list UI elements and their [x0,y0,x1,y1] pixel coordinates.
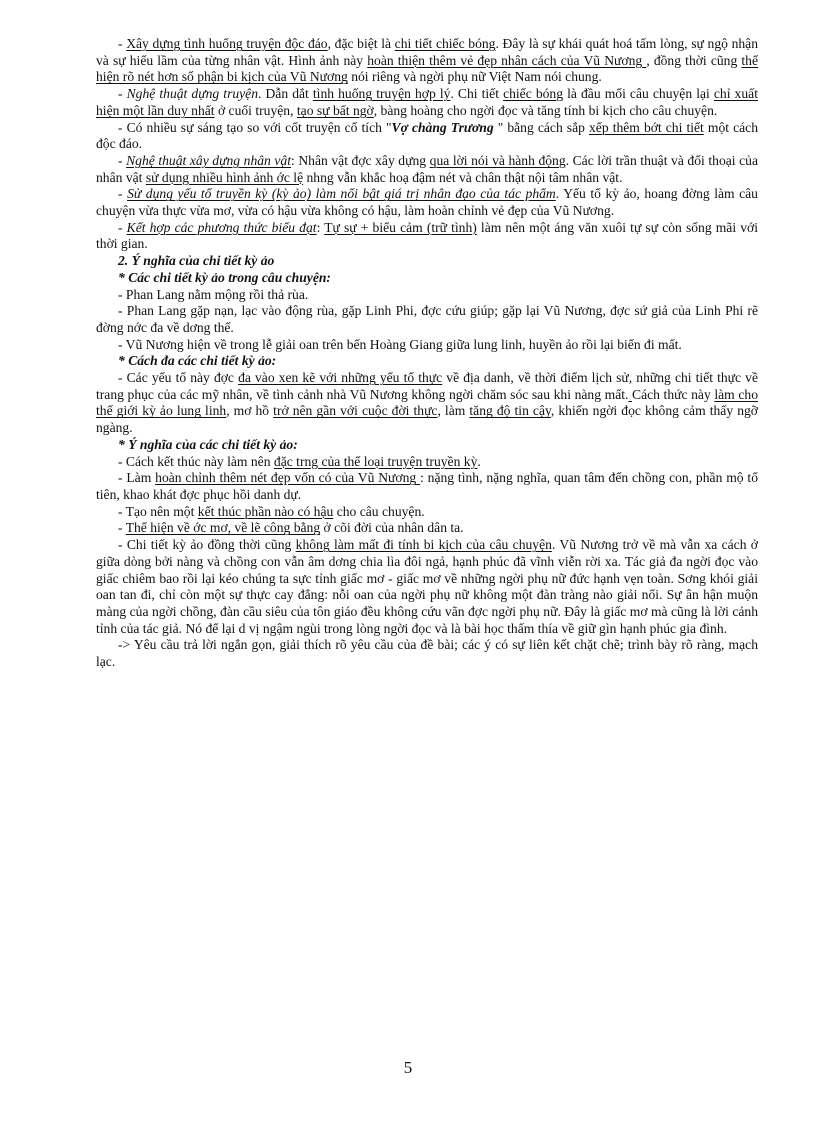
paragraph-characters [96,153,758,186]
underlined-text: Tự sự + biểu cảm (trữ tình) [324,219,477,235]
text: là đầu mối câu chuyện lại [563,86,714,102]
underlined-text: Xây dựng tình huống truyện độc đáo [126,36,328,51]
text: ở cuối truyện, [214,102,297,118]
underlined-text: sử dụng nhiều hình ảnh ớc lệ [145,169,304,185]
text: : [316,219,325,235]
text: Cách thức này [632,386,715,402]
list-item [96,470,758,503]
list-item [96,520,758,537]
underlined-text: chiếc bóng [503,86,564,102]
text: , khiến ngời đọc không cảm thấy ngỡ ngàng. [96,403,758,436]
text: ở cõi đời của nhân dân ta. [320,520,464,536]
text: . [477,453,481,469]
underlined-text: làm cho thế giới kỳ ảo lung linh [96,386,758,419]
underlined-text: trở nên gần với cuộc đời thực [273,403,438,419]
text: , đồng thời cũng [646,52,742,68]
page-number: 5 [403,1058,413,1077]
italic-underlined-text: Nghệ thuật xây dựng nhân vật [126,152,292,168]
text: nhng vẫn khắc hoạ đậm nét và chân thật nội tâm nhân vật. [303,169,623,185]
text: - Làm [118,470,156,486]
list-item: - Vũ Nương hiện về trong lễ giải oan trên bến Hoàng Giang giữa lung linh, huyền ảo rồi lại biến đi mất. [118,336,682,352]
underlined-text: thể hiện rõ nét hơn số phận bi kịch của Vũ Nương [96,52,758,85]
document-page [96,36,758,671]
italic-text: Nghệ thuật dựng truyện [126,86,259,102]
text: - [118,186,128,202]
text: , mơ hồ [226,403,274,419]
underlined-text: Thể hiện về ớc mơ, về lẽ công bằng [125,520,321,536]
text: - [118,36,127,51]
paragraph-storytelling [96,86,758,119]
text: , bàng hoàng cho ngời đọc và tăng tính bi kịch cho câu chuyện. [373,102,718,118]
section-heading: 2. Ý nghĩa của chi tiết kỳ ảo [118,253,275,269]
text: " bằng cách sắp [493,119,589,135]
underlined-text: tạo sự bất ngờ [296,102,374,118]
italic-underlined-text: Kết hợp các phương thức biểu đạt [126,219,317,235]
text: về địa danh, về thời điểm lịch sử, những chi tiết thực về trang phục của các mỹ nhân, về tình cảnh nhà Vũ Nương không ngời chăm sóc sau khi nàng mất. [96,370,758,402]
text: - Tạo nên một [118,503,198,519]
text: , làm [437,403,470,419]
underlined-text: chỉ xuất hiện một lần duy nhất [96,86,758,118]
underlined-text: tình huống truyện hợp lý [312,86,451,102]
paragraph-method [96,370,758,437]
text: . Chi tiết [450,86,504,102]
underlined-text: tăng độ tin cậy [469,403,551,419]
underlined-text: xếp thêm bớt chi tiết [589,119,704,135]
text: - Chi tiết kỳ ảo đồng thời cũng [118,537,296,553]
text: - [118,219,127,235]
paragraph-creativity [96,120,758,153]
paragraph-fantasy [96,186,758,219]
text: - [118,520,126,536]
text: - [118,152,127,168]
underlined-text: kết thúc phần nào có hậu [197,503,334,519]
sub-heading: * Cách đa các chi tiết kỳ ảo: [118,353,277,369]
text: một cách độc đáo. [96,119,758,152]
text: - Cách kết thúc này làm nên [118,453,274,469]
text: làm nên một áng văn xuôi tự sự còn sống mãi với thời gian. [96,219,758,252]
text: : nặng tình, nặng nghĩa, quan tâm đến chồng con, phần mộ tổ tiên, khao khát đợc phục hồi danh dự. [96,470,758,502]
list-item [96,537,758,637]
text: : Nhân vật đợc xây dựng [291,152,430,168]
answer-requirement: -> Yêu cầu trả lời ngắn gọn, giải thích rõ yêu cầu của đề bài; các ý có sự liên kết chặt chẽ; trình bày rõ ràng, mạch lạc. [96,637,758,670]
text: - Các yếu tố này đợc [118,370,239,386]
text: . Vũ Nương trở về mà vẫn xa cách ở giữa dòng bởi nàng và chồng con vẫn âm dơng chia lìa đôi ngả, hạnh phúc đã vĩnh viễn rời xa. Tác giả đa ngời đọc vào giấc chiêm bao rồi lại kéo chúng ta sực tỉnh giấc mơ - giấc mơ về những ngời phụ nữ đức hạnh vẹn toàn. Sơng khói giải oan tan đi, chỉ còn một sự thực cay đắng: nỗi oan của ngời phụ nữ không một đàn tràng nào giải nổi. Sự ân hận muộn màng của ngời chồng, đàn cầu siêu của tôn giáo đều không cứu vãn đợc ngời phụ nữ. Đây là giấc mơ mà cũng là lời cảnh tỉnh của tác giả. Nó để lại d vị ngậm ngùi trong lòng ngời đọc và là bài học thấm thía về giữ gìn hạnh phúc gia đình. [96,537,758,636]
list-item: - Phan Lang gặp nạn, lạc vào động rùa, gặp Linh Phi, đợc cứu giúp; gặp lại Vũ Nương, đợc sứ giả của Linh Phi rẽ đờng nớc đa về dơng thế. [96,303,758,335]
underlined-text: qua lời nói và hành động [429,152,566,168]
underlined-text: đa vào xen kẽ với những yếu tố thực [238,370,443,386]
underlined-text: hoàn thiện thêm vẻ đẹp nhân cách của Vũ Nương [367,52,647,68]
paragraph-situation [96,36,758,86]
sub-heading: * Các chi tiết kỳ ảo trong câu chuyện: [118,269,331,285]
text: . Các lời trần thuật và đối thoại của nhân vật [96,152,758,185]
list-item: - Phan Lang nằm mộng rồi thả rùa. [118,286,309,302]
italic-underlined-text: Sử dụng yếu tố truyền kỳ (kỳ ảo) làm nổi bật giá trị nhân đạo của tác phẩm [127,186,556,202]
text: . Dẫn dắt [258,86,313,102]
list-item [96,454,758,471]
text: cho câu chuyện. [333,503,425,519]
underlined-text: chi tiết chiếc bóng [394,36,496,51]
text: . Đây là sự khái quát hoá tấm lòng, sự ngộ nhận và sự hiểu lầm của từng nhân vật. Hình ảnh này [96,36,758,68]
bold-italic-text: Vợ chàng Trương [391,119,494,135]
underlined-text: không làm mất đi tính bi kịch của câu chuyện [295,537,552,553]
list-item [96,504,758,521]
text: - [118,86,127,102]
underlined-text: hoàn chỉnh thêm nét đẹp vốn có của Vũ Nương [155,470,421,486]
paragraph-expression [96,220,758,253]
underlined-text: đặc trng của thể loại truyện truyền kỳ [273,453,478,469]
text: . Yếu tố kỳ ảo, hoang đờng làm câu chuyện vừa thực vừa mơ, vừa có hậu vừa không có hậu, làm hoàn chỉnh vẻ đẹp của Vũ Nương. [96,186,758,219]
text: - Có nhiều sự sáng tạo so với cốt truyện cổ tích " [118,119,392,135]
sub-heading: * Ý nghĩa của các chi tiết kỳ ảo: [118,436,298,452]
text: , đặc biệt là [327,36,395,51]
text: nói riêng và ngời phụ nữ Việt Nam nói chung. [347,69,602,85]
